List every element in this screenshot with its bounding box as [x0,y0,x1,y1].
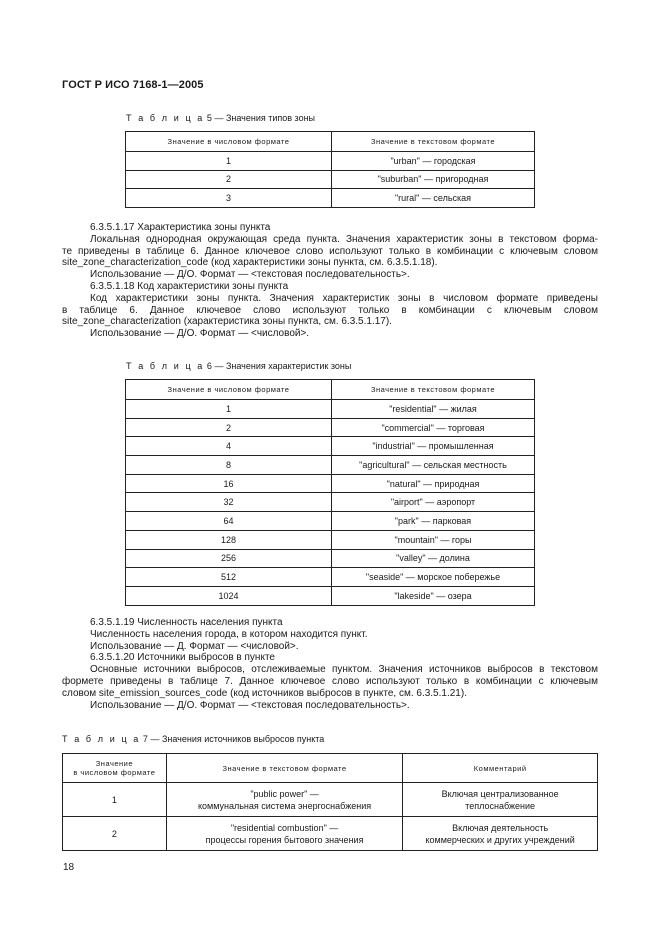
table-cell: "agricultural" — сельская местность [332,456,535,475]
table-cell: "urban" — городская [332,152,535,171]
table5-caption-text: — Значения типов зоны [214,113,316,123]
table7-column-header: Комментарий [403,754,598,783]
table-cell: "rural" — сельская [332,189,535,208]
table6-caption-text: — Значения характеристик зоны [214,361,352,371]
table5 [125,131,535,208]
table-cell: 4 [126,437,332,456]
table-cell: "public power" — коммунальная система энергоснабжения [166,783,403,817]
table-cell: "airport" — аэропорт [332,493,535,512]
table-row [126,418,535,437]
table7-column-header: Значение в числовом формате [63,754,167,783]
table5-caption-number: 5 [206,113,212,123]
table-cell: Включая деятельность коммерческих и других учреждений [403,817,598,851]
table-cell: "park" — парковая [332,512,535,531]
table-cell: 1 [126,152,332,171]
table-row [126,568,535,587]
paragraph-line: те приведены в таблице 6. Данное ключевое слово используют только в комбинации с ключевым словом [62,245,598,257]
table5-column-header: Значение в числовом формате [126,132,332,152]
table-cell: 1024 [126,586,332,605]
table7-caption-number: 7 [142,734,148,744]
table-row [126,512,535,531]
table-cell: 2 [126,170,332,189]
table-cell: 16 [126,474,332,493]
table7-caption [62,734,324,744]
table-row [126,170,535,189]
table-cell: 128 [126,530,332,549]
table-cell: "lakeside" — озера [332,586,535,605]
page-number: 18 [63,862,75,873]
table-cell: 512 [126,568,332,587]
table-row [126,549,535,568]
table-cell: "mountain" — горы [332,530,535,549]
section-6-3-5-1-17 [62,222,598,281]
table5-caption-label: Т а б л и ц а [126,113,205,123]
table-cell: "natural" — природная [332,474,535,493]
paragraph-line: Код характеристики зоны пункта. Значения характеристик зоны в числовом формате приведены [90,292,598,304]
table-cell: 32 [126,493,332,512]
usage-line: Использование — Д. Формат — <числовой>. [90,640,299,652]
paragraph-line: Основные источники выбросов, отслеживаемые пунктом. Значения источников выбросов в текстовом [90,664,598,676]
paragraph-line: site_zone_characterization_code (код характеристики зоны пункта, см. 6.3.5.1.18). [62,257,438,269]
table-cell: 1 [126,400,332,419]
usage-line: Использование — Д/О. Формат — <текстовая последовательность>. [90,699,410,711]
usage-line: Использование — Д/О. Формат — <числовой>. [90,328,310,340]
table-row [126,474,535,493]
section-title: 6.3.5.1.17 Характеристика зоны пункта [90,222,271,233]
table-cell: "seaside" — морское побережье [332,568,535,587]
paragraph-line: Численность населения города, в котором находится пункт. [90,628,368,640]
table6-caption-label: Т а б л и ц а [126,361,205,371]
table-cell: 256 [126,549,332,568]
table-row [63,783,598,817]
table-cell: "residential combustion" — процессы горения бытового значения [166,817,403,851]
table-cell: 2 [63,817,167,851]
standard-header: ГОСТ Р ИСО 7168-1—2005 [62,79,204,91]
paragraph-line: site_zone_characterization (характеристика зоны пункта, см. 6.3.5.1.17). [62,316,392,328]
table-row [126,152,535,171]
table-row [126,493,535,512]
table-cell: 8 [126,456,332,475]
table6 [125,379,535,606]
table7-column-header: Значение в текстовом формате [166,754,403,783]
usage-line: Использование — Д/О. Формат — <текстовая последовательность>. [90,269,410,281]
table-row [63,817,598,851]
table-row [126,400,535,419]
table-cell: 2 [126,418,332,437]
table-cell: 3 [126,189,332,208]
table5-caption [126,113,315,123]
table-cell: Включая централизованное теплоснабжение [403,783,598,817]
section-title: 6.3.5.1.20 Источники выбросов в пункте [90,652,275,664]
table-row [126,189,535,208]
section-6-3-5-1-19 [62,617,598,711]
table-row [126,437,535,456]
table-cell: 64 [126,512,332,531]
table6-column-header: Значение в текстовом формате [332,380,535,400]
table6-column-header: Значение в числовом формате [126,380,332,400]
section-title: 6.3.5.1.19 Численность населения пункта [90,617,283,628]
table-row [126,586,535,605]
table7 [62,753,598,851]
section-6-3-5-1-18 [62,281,598,340]
table6-caption-number: 6 [206,361,212,371]
table-cell: "industrial" — промышленная [332,437,535,456]
table7-caption-label: Т а б л и ц а [62,734,141,744]
table-cell: "valley" — долина [332,549,535,568]
table-row [126,456,535,475]
paragraph-line: в таблице 6. Данное ключевое слово используют только в комбинации с ключевым словом [62,304,598,316]
table5-column-header: Значение в текстовом формате [332,132,535,152]
table-cell: "suburban" — пригородная [332,170,535,189]
table-cell: "commercial" — торговая [332,418,535,437]
table-cell: 1 [63,783,167,817]
paragraph-line: словом site_emission_sources_code (код источников выбросов в пункте, см. 6.3.5.1.21). [62,687,467,699]
table6-caption [126,361,351,371]
paragraph-line: формете приведены в таблице 7. Данное ключевое слово используют только в комбинации с ключевым [62,675,598,687]
table7-caption-text: — Значения источников выбросов пункта [150,734,325,744]
table-row [126,530,535,549]
table-cell: "residential" — жилая [332,400,535,419]
section-title: 6.3.5.1.18 Код характеристики зоны пункта [90,281,289,292]
paragraph-line: Локальная однородная окружающая среда пункта. Значения характеристик зоны в текстовом форма- [90,233,598,245]
